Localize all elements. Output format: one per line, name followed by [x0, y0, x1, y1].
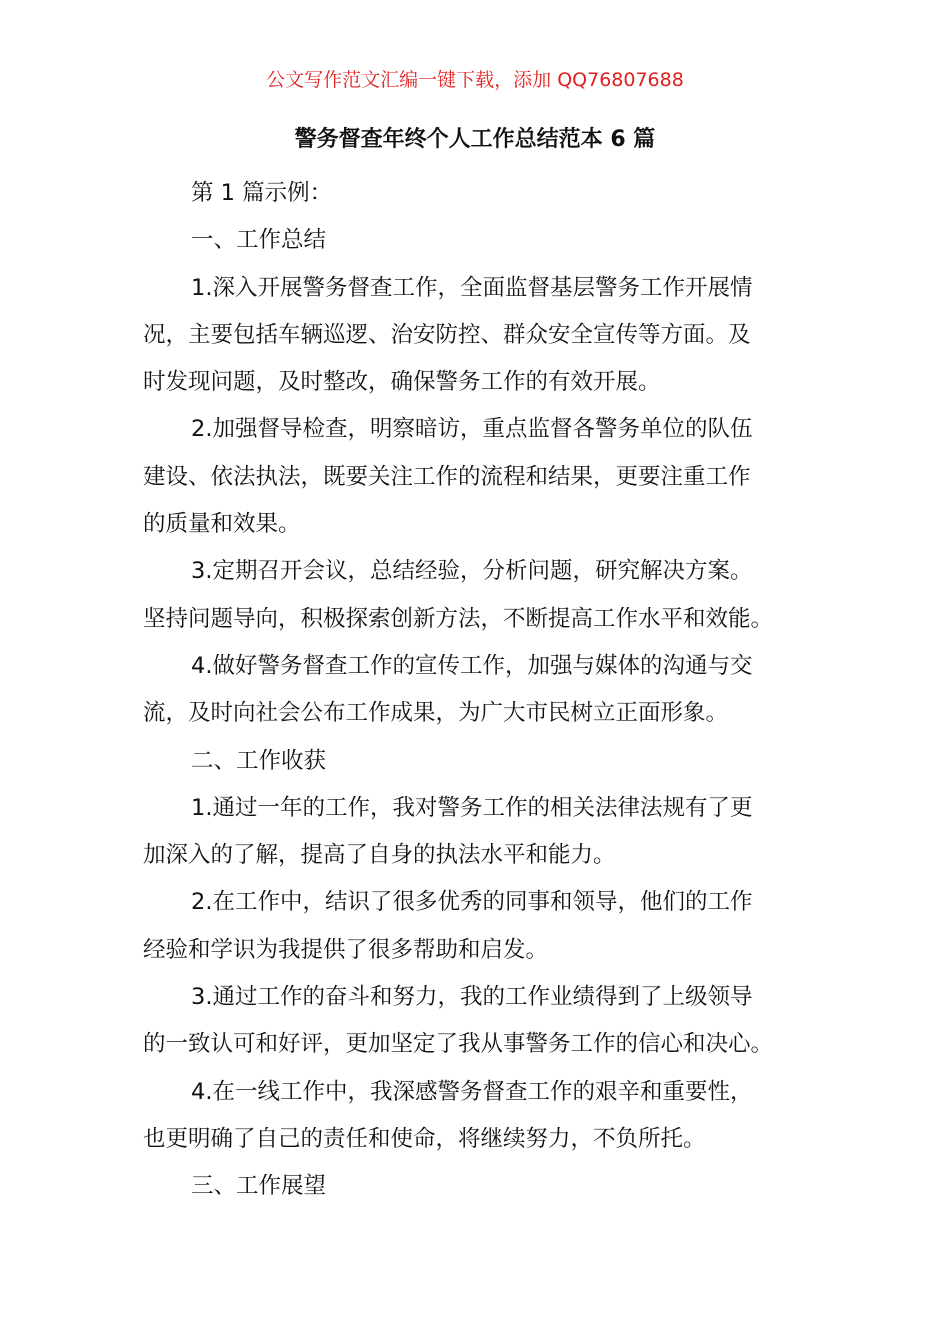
section-heading: 一、工作总结 — [191, 227, 327, 254]
paragraph-line: 时发现问题，及时整改，确保警务工作的有效开展。 — [143, 369, 661, 396]
example-label: 第 1 篇示例： — [191, 180, 333, 206]
paragraph-line: 3.定期召开会议，总结经验，分析问题，研究解决方案。 — [191, 558, 753, 585]
paragraph-item — [143, 265, 823, 407]
paragraph-line: 的一致认可和好评，更加坚定了我从事警务工作的信心和决心。 — [143, 1031, 774, 1058]
paragraph-item — [143, 1069, 823, 1164]
paragraph-line: 3.通过工作的奋斗和努力，我的工作业绩得到了上级领导 — [191, 984, 753, 1011]
document-title: 警务督查年终个人工作总结范本 6 篇 — [294, 127, 656, 152]
paragraph-item — [143, 974, 823, 1069]
paragraph-line: 也更明确了自己的责任和使命，将继续努力，不负所托。 — [143, 1125, 706, 1152]
paragraph-line: 4.做好警务督查工作的宣传工作，加强与媒体的沟通与交 — [191, 652, 753, 679]
paragraph-line: 况，主要包括车辆巡逻、治安防控、群众安全宣传等方面。及 — [143, 321, 751, 348]
paragraph-item — [143, 785, 823, 880]
paragraph-line: 坚持问题导向，积极探索创新方法，不断提高工作水平和效能。 — [143, 605, 774, 632]
paragraph-item — [143, 406, 823, 548]
paragraph-line: 加深入的了解，提高了自身的执法水平和能力。 — [143, 842, 616, 869]
paragraph-line: 的质量和效果。 — [143, 511, 301, 538]
paragraph-line: 建设、依法执法，既要关注工作的流程和结果，更要注重工作 — [143, 463, 751, 490]
paragraph-line: 流，及时向社会公布工作成果，为广大市民树立正面形象。 — [143, 700, 729, 727]
paragraph-item — [143, 879, 823, 974]
section-work-summary — [143, 217, 823, 737]
paragraph-line: 2.在工作中，结识了很多优秀的同事和领导，他们的工作 — [191, 889, 753, 916]
section-work-outlook — [143, 1163, 823, 1210]
paragraph-line: 4.在一线工作中，我深感警务督查工作的艰辛和重要性， — [191, 1078, 753, 1105]
paragraph-line: 1.通过一年的工作，我对警务工作的相关法律法规有了更 — [191, 794, 753, 821]
section-heading: 三、工作展望 — [191, 1173, 327, 1200]
section-work-gains — [143, 738, 823, 1164]
paragraph-line: 经验和学识为我提供了很多帮助和启发。 — [143, 936, 549, 963]
paragraph-item — [143, 643, 823, 738]
paragraph-item — [143, 548, 823, 643]
paragraph-line: 2.加强督导检查，明察暗访，重点监督各警务单位的队伍 — [191, 416, 753, 443]
download-promo-note: 公文写作范文汇编一键下载，添加 QQ76807688 — [266, 69, 684, 91]
paragraph-line: 1.深入开展警务督查工作，全面监督基层警务工作开展情 — [191, 274, 753, 301]
section-heading: 二、工作收获 — [191, 747, 327, 774]
document-body — [143, 170, 823, 1211]
